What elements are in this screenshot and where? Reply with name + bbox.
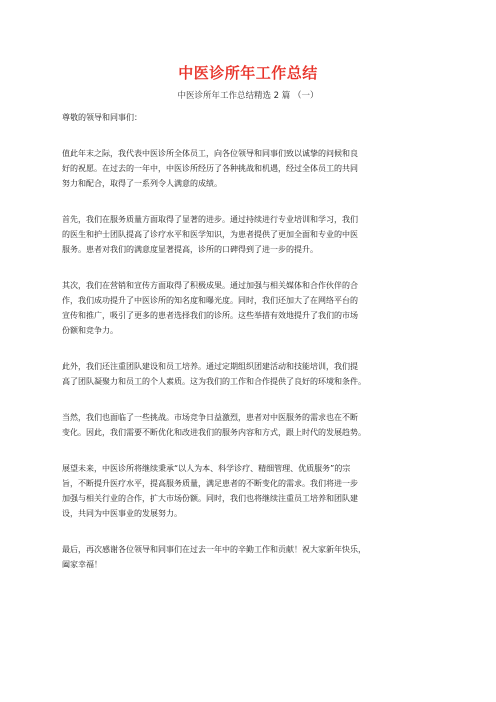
text-line: 份额和竞争力。: [62, 326, 118, 335]
paragraph-intro: [62, 146, 442, 191]
text-line: 展望未来，中医诊所将继续秉承“以人为本、科学诊疗、精细管理、优质服务”的宗: [62, 464, 351, 473]
document-title: 中医诊所年工作总结: [178, 64, 318, 82]
paragraph-team-building: [62, 359, 442, 389]
text-line: 其次，我们在营销和宣传方面取得了积极成果。通过加强与相关媒体和合作伙伴的合: [62, 281, 358, 290]
text-line: 阖家幸福！: [62, 560, 102, 569]
text-line: 首先，我们在服务质量方面取得了显著的进步。通过持续进行专业培训和学习，我们: [62, 215, 358, 224]
paragraph-outlook: [62, 461, 442, 521]
text-line: 值此年末之际，我代表中医诊所全体员工，向各位领导和同事们致以诚挚的问候和良: [62, 149, 358, 158]
document-body: [62, 110, 442, 593]
text-line: 好的祝愿。在过去的一年中，中医诊所经历了各种挑战和机遇，经过全体员工的共同: [62, 164, 358, 173]
text-line: 的医生和护士团队提高了诊疗水平和医学知识，为患者提供了更加全面和专业的中医: [62, 230, 358, 239]
text-line: 最后，再次感谢各位领导和同事们在过去一年中的辛勤工作和贡献！祝大家新年快乐，: [62, 545, 366, 554]
text-line: 高了团队凝聚力和员工的个人素质。这为我们的工作和合作提供了良好的环境和条件。: [62, 377, 366, 386]
text-line: 当然，我们也面临了一些挑战。市场竞争日益激烈，患者对中医服务的需求也在不断: [62, 413, 358, 422]
paragraph-closing: [62, 542, 442, 572]
paragraph-marketing: [62, 278, 442, 338]
text-line: 宣传和推广，吸引了更多的患者选择我们的诊所。这些举措有效地提升了我们的市场: [62, 311, 358, 320]
paragraph-challenges: [62, 410, 442, 440]
document-subtitle: 中医诊所年工作总结精选 2 篇 （一）: [177, 91, 319, 101]
paragraph-greeting: [62, 110, 442, 125]
text-line: 旨，不断提升医疗水平，提高服务质量，满足患者的不断变化的需求。我们将进一步: [62, 479, 358, 488]
text-line: 设，共同为中医事业的发展努力。: [62, 509, 182, 518]
text-line: 作，我们成功提升了中医诊所的知名度和曝光度。同时，我们还加大了在网络平台的: [62, 296, 358, 305]
text-line: 此外，我们还注重团队建设和员工培养。通过定期组织团建活动和技能培训，我们提: [62, 362, 358, 371]
paragraph-service-quality: [62, 212, 442, 257]
text-line: 变化。因此，我们需要不断优化和改进我们的服务内容和方式，跟上时代的发展趋势。: [62, 428, 366, 437]
text-line: 加强与相关行业的合作，扩大市场份额。同时，我们也将继续注重员工培养和团队建: [62, 494, 358, 503]
text-line: 服务。患者对我们的满意度显著提高，诊所的口碑得到了进一步的提升。: [62, 245, 318, 254]
text-line: 努力和配合，取得了一系列令人满意的成绩。: [62, 179, 222, 188]
text-line: 尊敬的领导和同事们：: [62, 113, 142, 122]
